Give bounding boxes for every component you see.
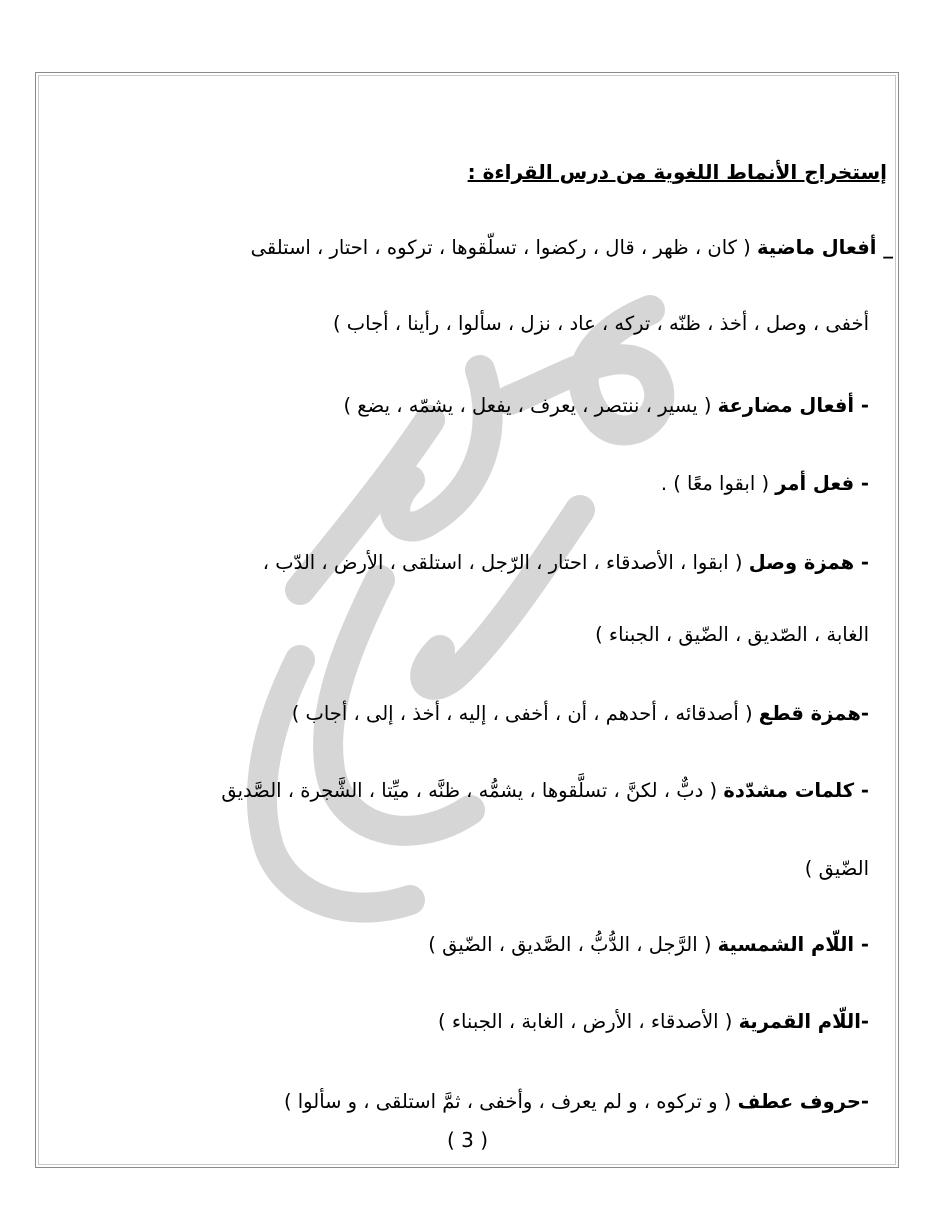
line-sun-lam [428, 935, 869, 955]
category-term: _ أفعال ماضية [756, 236, 893, 259]
line-present-verbs [344, 396, 870, 416]
category-term: - همزة وصل [748, 551, 869, 574]
category-items: ( الأصدقاء ، الأرض ، الغابة ، الجبناء ) [438, 1010, 739, 1033]
category-term: - اللّام الشمسية [717, 933, 869, 956]
category-term: - كلمات مشدّدة [723, 779, 869, 802]
category-items: ( ابقوا ، الأصدقاء ، احتار ، الرّجل ، استلقى ، الأرض ، الدّب ، [262, 551, 749, 574]
category-items: الغابة ، الصّديق ، الضّيق ، الجبناء ) [595, 623, 869, 646]
category-term: - أفعال مضارعة [717, 394, 869, 417]
line-past-verbs [251, 238, 893, 258]
category-items: ( دبٌّ ، لكنَّ ، تسلَّقوها ، يشمُّه ، ظنَّه ، ميِّتا ، الشَّجرة ، الصَّديق [221, 779, 724, 802]
category-term: -حروف عطف [737, 1090, 869, 1113]
category-items: أخفى ، وصل ، أخذ ، ظنّه ، تركه ، عاد ، نزل ، سألوا ، رأينا ، أجاب ) [332, 312, 869, 335]
line-hamzat-wasl [263, 553, 869, 573]
line-shadda-words [221, 781, 869, 801]
line-hamzat-wasl-cont [595, 625, 869, 645]
signature-watermark [180, 250, 740, 950]
category-term: - فعل أمر [775, 472, 869, 495]
line-shadda-words-cont [805, 859, 869, 879]
category-items: ( يسير ، ننتصر ، يعرف ، يفعل ، يشمّه ، يضع ) [343, 394, 718, 417]
category-items: ( كان ، ظهر ، قال ، ركضوا ، تسلّقوها ، تركوه ، احتار ، استلقى [250, 236, 757, 259]
line-imperative-verb [661, 474, 869, 494]
line-past-verbs-cont [333, 314, 869, 334]
category-items: ( أصدقائه ، أحدهم ، أن ، أخفى ، إليه ، أخذ ، إلى ، أجاب ) [291, 702, 759, 725]
line-conjunctions [284, 1092, 869, 1112]
category-items: الضّيق ) [804, 857, 869, 880]
category-term: -اللّام القمرية [738, 1010, 869, 1033]
category-items: ( الرَّجل ، الدُّبُّ ، الصَّديق ، الضّيق ) [428, 933, 718, 956]
category-term: -همزة قطع [758, 702, 869, 725]
category-items: ( و تركوه ، و لم يعرف ، وأخفى ، ثمَّ استلقى ، و سألوا ) [283, 1090, 738, 1113]
category-items: ( ابقوا معًا ) . [660, 472, 776, 495]
line-hamzat-qat [292, 704, 869, 724]
line-moon-lam [438, 1012, 869, 1032]
page-title: إستخراج الأنماط اللغوية من درس القراءة : [467, 160, 887, 184]
page-number: ( 3 ) [446, 1128, 489, 1152]
